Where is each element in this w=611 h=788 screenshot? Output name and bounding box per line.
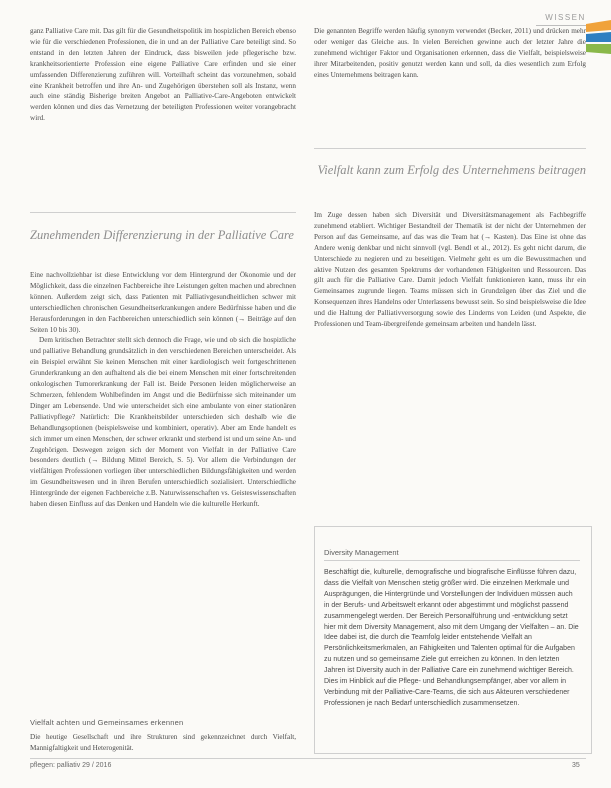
footer-rule [30, 758, 586, 759]
left-top-paragraph: ganz Palliative Care mit. Das gilt für die Gesundheitspolitik im hospizlichen Bereich ebenso wie für die verschiedenen Professionen, die in und an der Palliative Care beteiligt sind. So entstand in den letzten Jahren der Eindruck, dass bisweilen jede pflegerische bzw. krankheitsorientierte Profession eine eigene Palliative Care erfinden und sie einer umfassenden Differenzierung zuführen will. Vorteilhaft scheint das vorzunehmen, sobald eine Krankheit betroffen und ihre An- und Zugehörigen überstehen soll als Instanz, wenn auch eine ständig Bisherige breiten Angebot an Palliative-Care-Angeboten entwickelt werden können und dies das Vernetzung der beteiligten Professionen weiter vorangebracht wird. [30, 27, 296, 123]
right-column-top [314, 26, 586, 81]
left-column-body [30, 270, 296, 510]
left-column-top [30, 26, 296, 124]
section-logo-icon [586, 20, 611, 56]
left-paragraph-2: Dem kritischen Betrachter stellt sich dennoch die Frage, wie und ob sich die hospizliche und palliative Behandlung grundsätzlich in den verschiedenen Bereichen unterscheidet. Als ein Beispiel erwähnt Sie keinen Menschen mit einer kardiologisch weit fortgeschrittenen Grunderkrankung an den aufhaltend als die bei einem Menschen mit einer fortschreitenden onkologischen Tumorerkrankung der Fall ist. Beide Personen leiden möglicherweise an Schmerzen, fehlendem Wohlbefinden im Angst und die Bedürfnisse sich miteinander um Dinger am Lebensende. Und wie unterscheidet sich eine ambulante von einer stationären Palliativpflege? Natürlich: Die Krankheitsbilder unterschieden sich deshalb wie die Behandlungsoptionen (beispielsweise und kombiniert, operativ). Aber am Ende handelt es sich immer um einen Menschen, der schwer erkrankt und sterbend ist und um seine An- und Zugehörigen. Deswegen zeigen sich der Moment von Vielfalt in der Palliative Care besonders deutlich (→ Bildung Mittel Bereich, S. 5). Vor allem die Verbindungen der vielfältigen Professionen vorliegen über unterschiedlichen Bildungsfähigkeiten und werden im Gesundheitswesen und in ihren Berufen unterschiedlich sozialisiert. Unterschiedliche Hintergründe der eigenen Fachbereiche z.B. Naturwissenschaften vs. Geisteswissenschaften haben diesen Einfluss auf das Denken und Handeln wie die kulturelle Herkunft. [30, 336, 296, 509]
right-subheading: Vielfalt kann zum Erfolg des Unternehmens beitragen [317, 163, 586, 177]
left-subheading: Zunehmenden Differenzierung in der Palliative Care [30, 228, 294, 242]
left-bottom-paragraph: Die heutige Gesellschaft und ihre Strukturen sind gekennzeichnet durch Vielfalt, Mannigfaltigkeit und Heterogenität. [30, 733, 296, 752]
right-paragraph: Im Zuge dessen haben sich Diversität und Diversitätsmanagement als Fachbegriffe zunehmend etabliert. Wichtiger Bestandteil der Thematik ist der nicht der Unternehmen der Person auf das Gemeinsame, auf das was die Team hat (→ Kasten). Das Eine ist ohne das Andere wenig denkbar und nicht sinnvoll (vgl. Bendl et al., 2012). Es geht nicht darum, die Unterschiede zu negieren und zu beseitigen. Vielmehr geht es um die Bewusstmachen und aktive Nutzen des gesamten Spektrums der vorhandenen Fähigkeiten und Ressourcen. Das gilt auch für die Palliative Care. Damit jedoch Vielfalt funktionieren kann, muss ihr ein Gemeinsames zugrunde liegen. Teams müssen sich in Grundzügen über das Ziel und die Konsequenzen ihres Handelns oder Unterlassens bewusst sein. So sind beispielsweise die Idee und die Haltung der Palliativversorgung sowie des Linderns von Leiden (und Aspekte, die Professionen und Team-übergreifende gemeinsam arbeiten und handeln lässt. [314, 211, 586, 329]
section-label: WISSEN [545, 13, 586, 22]
right-top-paragraph: Die genannten Begriffe werden häufig synonym verwendet (Becker, 2011) und drücken mehr oder weniger das Gleiche aus. In vielen Bereichen gewinne auch der letzter Jahre die zunehmend wichtiger Faktor und Organisationen erkennen, dass die Vielfalt, beispielsweise ihrer Mitarbeitenden, positiv genutzt werden kann und soll, da dies wesentlich zum Erfolg eines Unternehmens beitragen kann. [314, 27, 586, 79]
page-number: 35 [572, 762, 580, 769]
left-column-bottom [30, 732, 296, 754]
box-title: Diversity Management [324, 548, 399, 557]
box-title-rule [324, 560, 580, 561]
left-subhead-rule [30, 212, 296, 213]
right-column-body [314, 210, 586, 330]
left-lower-heading: Vielfalt achten und Gemeinsames erkennen [30, 718, 184, 727]
left-paragraph-1: Eine nachvollziehbar ist diese Entwicklung vor dem Hintergrund der Ökonomie und der Möglichkeit, dass die einzelnen Fachbereiche ihre Leistungen gelten machen und abrechnen können. Außerdem zeigt sich, dass Patienten mit Palliativgesundheitlichen schwer mit unterschiedlichen chronischen Gesundheitserkrankungen andere Bedürfnisse haben und die Herausforderungen in den Fachbereichen unterschiedlich sein können (→ Beiträge auf den Seiten 10 bis 30). [30, 271, 296, 334]
footer-journal: pflegen: palliativ 29 / 2016 [30, 762, 112, 769]
box-text: Beschäftigt die, kulturelle, demografische und biografische Einflüsse führen dazu, dass die Vielfalt von Menschen stetig größer wird. Die einzelnen Merkmale und Ausprägungen, die Hintergründe und Vorstellungen der Individuen müssen auch in der Berufs- und Arbeitswelt erkannt oder abgestimmt und möglichst passend zusammengelegt werden. Der Bereich Personalführung und -entwicklung setzt hier mit dem Diversity Management, also mit dem Umgang der Vielfalten – an. Die Idee dabei ist, die durch die Teamfolg leider entstehende Vielfalt an Persönlichkeitsmerkmalen, an Fähigkeiten und Talenten optimal für die Aufgaben zu nutzen und so gemeinsame Ziele gut erreichen zu können. In den letzten Jahren ist Diversity auch in der Palliative Care ein zunehmend wichtiger Bereich. Dies im Hinblick auf die Pflege- und Behandlungsempfänger, aber vor allem in Verbindung mit der Palliative-Care-Teams, die sich aus Akteuren verschiedener Professionen je nach Bedarf unterschiedlich zusammensetzen. [324, 569, 579, 707]
right-subhead-rule [314, 148, 586, 149]
